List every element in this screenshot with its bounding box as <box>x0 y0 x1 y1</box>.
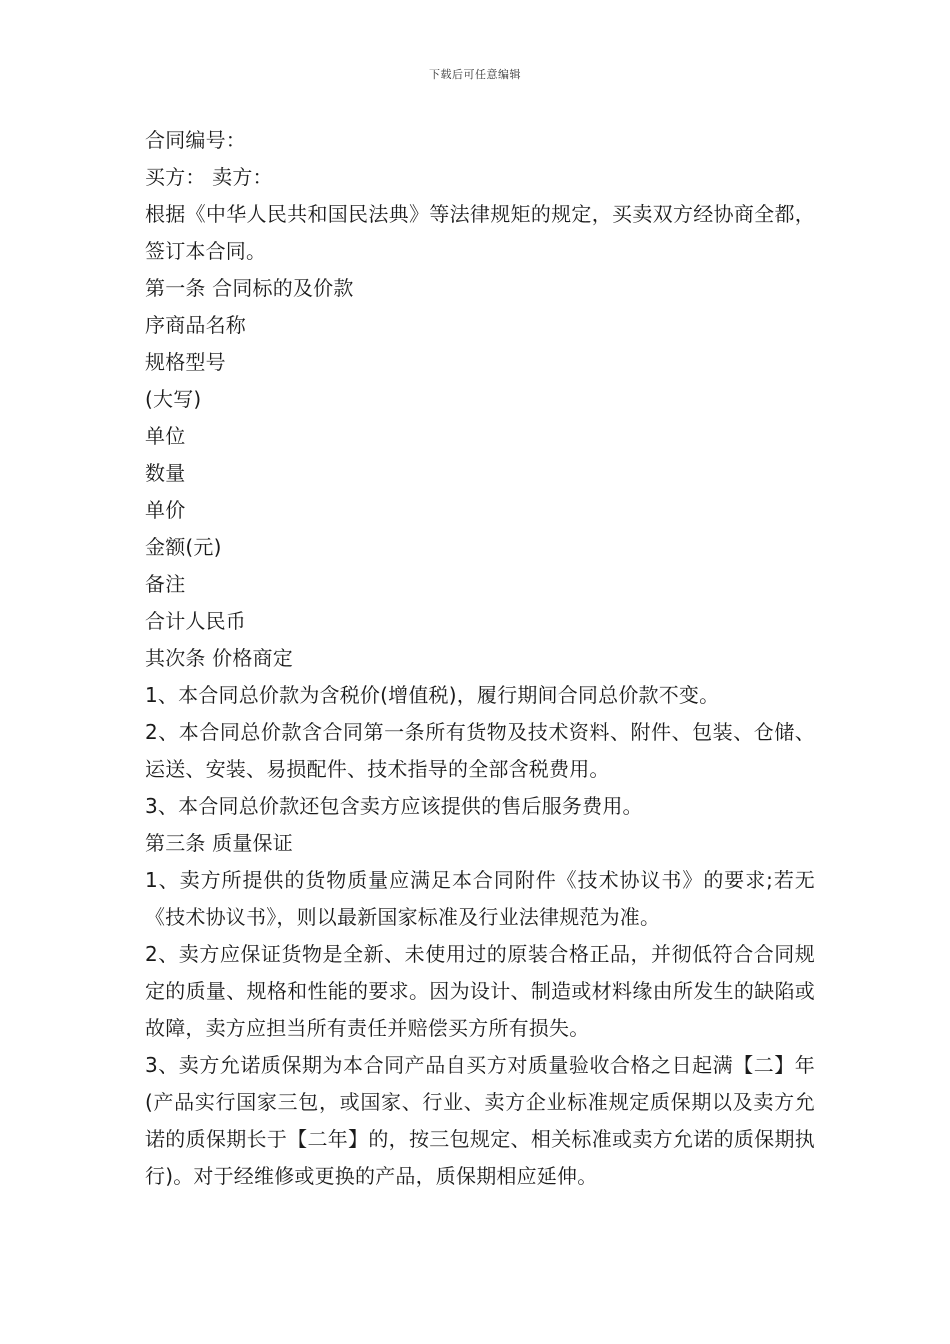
table-item: 合计人民币 <box>145 609 246 633</box>
parties-line: 买方： 卖方： <box>145 165 273 189</box>
table-item: 规格型号 <box>145 350 226 374</box>
table-item: (大写) <box>145 387 202 411</box>
contract-number-label: 合同编号： <box>145 128 246 152</box>
table-item: 序商品名称 <box>145 313 246 337</box>
table-item: 单位 <box>145 424 186 448</box>
article-2-clause: 3、本合同总价款还包含卖方应该提供的售后服务费用。 <box>145 794 643 818</box>
article-2-title: 其次条 价格商定 <box>145 646 293 670</box>
contract-body <box>145 122 815 1195</box>
table-item: 数量 <box>145 461 186 485</box>
article-2-clause: 2、本合同总价款含合同第一条所有货物及技术资料、附件、包装、仓储、运送、安装、易损配件、技术指导的全部含税费用。 <box>145 720 815 781</box>
article-3-clause: 3、卖方允诺质保期为本合同产品自买方对质量验收合格之日起满【二】年(产品实行国家三包，或国家、行业、卖方企业标准规定质保期以及卖方允诺的质保期长于【二年】的，按三包规定、相关标准或卖方允诺的质保期执行)。对于经维修或更换的产品，质保期相应延伸。 <box>145 1053 815 1188</box>
article-2-clause: 1、本合同总价款为含税价(增值税)，履行期间合同总价款不变。 <box>145 683 720 707</box>
table-item: 备注 <box>145 572 186 596</box>
article-1-title: 第一条 合同标的及价款 <box>145 276 354 300</box>
article-3-clause: 2、卖方应保证货物是全新、未使用过的原装合格正品，并彻低符合合同规定的质量、规格和性能的要求。因为设计、制造或材料缘由所发生的缺陷或故障，卖方应担当所有责任并赔偿买方所有损失。 <box>145 942 815 1040</box>
article-3-title: 第三条 质量保证 <box>145 831 293 855</box>
intro-paragraph: 根据《中华人民共和国民法典》等法律规矩的规定，买卖双方经协商全都，签订本合同。 <box>145 202 815 263</box>
header-note: 下载后可任意编辑 <box>429 68 521 81</box>
table-item: 单价 <box>145 498 186 522</box>
table-item: 金额(元) <box>145 535 222 559</box>
article-3-clause: 1、卖方所提供的货物质量应满足本合同附件《技术协议书》的要求;若无《技术协议书》，则以最新国家标准及行业法律规范为准。 <box>145 868 815 929</box>
